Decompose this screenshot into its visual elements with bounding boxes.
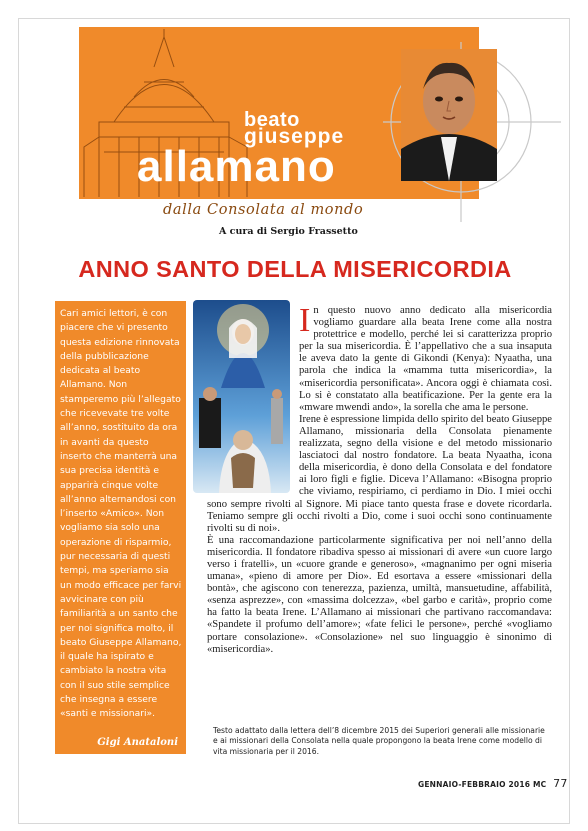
article-paragraph-2: Irene è espressione limpida dello spirito del beato Giuseppe Allamano, missionaria della Consolata pienamente realizzata, segno della visione e del metodo missionario lasciatoci dal nostro fondatore. La beata Nyaatha, icona della misericordia, è dono della Consolata e del fondatore ai loro figli e figlie. Diceva l’Allamano: «Bisogna proprio che viviamo, respiriamo, ci perdiamo in Dio. I miei occhi sono sempre rivolti al Signore. Mi piace tanto questa frase e dovete ricordarla. Teniamo sempre gli occhi rivolti a Dio, come i suoi occhi sono continuamente rivolti su di noi». [207,413,552,534]
editorial-sidebar [55,301,186,754]
source-caption: Testo adattato dalla lettera dell’8 dicembre 2015 dei Superiori generali alle missionarie e ai missionari della Consolata nella quale propongono la beata Irene come modello di vita missionaria per il 2016. [213,726,545,756]
page-title: ANNO SANTO DELLA MISERICORDIA [78,256,512,282]
banner-giuseppe: giuseppe [244,125,345,148]
article-body [207,302,552,656]
page-number: 77 [553,777,568,790]
article-paragraph-1: n questo nuovo anno dedicato alla misericordia vogliamo guardare alla beata Irene come alla nostra protettrice e modello, perché lei si caratterizza proprio per la sua misericordia. È l’appellativo che a sua insaputa le aveva dato la gente di Gikondi (Kenya): Nyaatha, una parola che indica la «mamma tutta misericordia», la «misericordia personificata». Ancora oggi è chiamata così. Lo si è constatato alla beatificazione. Per la gente era la «mware mwendi ando», la sorella che ama le persone. [299,305,552,413]
allamano-portrait [401,49,497,181]
curator-credit: A cura di Sergio Frassetto [219,226,358,237]
footer-magazine: MC [532,780,547,789]
page-footer [418,777,568,790]
drop-cap: I [299,302,311,339]
image-wrap-zone [207,305,299,495]
banner-beato: beato [244,109,300,131]
footer-issue: GENNAIO-FEBBRAIO 2016 [418,780,531,789]
sidebar-text: Cari amici lettori, è con piacere che vi presento questa edizione rinnovata della pubblicazione dedicata al beato Allamano. Non stamperemo più l’allegato che ricevevate tre volte all’anno, sostituito da ora in avanti da questo inserto che manterrà una sua precisa identità e apparirà cinque volte all’anno alternandosi con l’inserto «Amico». Non vogliamo sia solo una operazione di risparmio, pur necessaria di questi tempi, ma speriamo sia un modo efficace per farvi avvicinare con più familiarità a un santo che per noi significa molto, il beato Giuseppe Allamano, il quale ha ispirato e cambiato la nostra vita con il suo stile semplice che insegna a essere «santi e missionari». [60,308,182,720]
banner-allamano: allamano [137,142,336,191]
article-paragraph-3: È una raccomandazione particolarmente significativa per noi nell’anno della misericordia. Il fondatore ribadiva spesso ai missionari di avere «un cuore largo verso i fratelli», un «cuore grande e generoso», «magnanimo per ogni miseria umana», «pieno di amore per Dio». Ed esortava a essere «missionari della bontà», che agiscono con tenerezza, pazienza, umiltà, mansuetudine, affabilità, «senza asprezze», con «massima dolcezza», «bel garbo e carità», proprio come ha fatto la beata Irene. L’Allamano ai missionari che partivano raccomandava: «Spandete il profumo dell’amore»; «fate felici le persone», perché «vogliamo portare consolazione». «Consolazione» nel suo linguaggio è sinonimo di «misericordia». [207,534,552,655]
banner-subtitle: dalla Consolata al mondo [163,202,364,218]
sidebar-signature: Gigi Anataloni [97,736,178,748]
